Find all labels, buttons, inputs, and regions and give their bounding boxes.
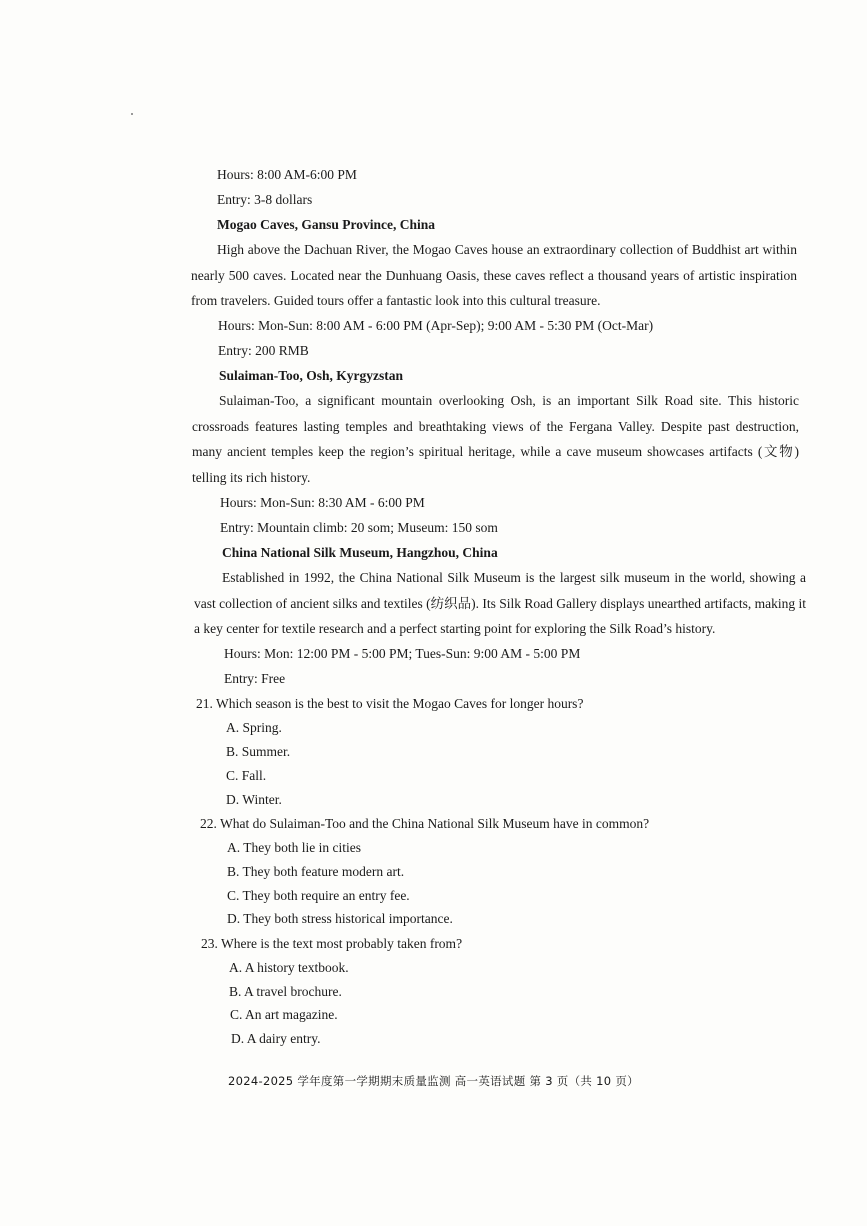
silk-description: Established in 1992, the China National Silk Museum is the largest silk museum in the world, showing a vast collection of ancient silks and textiles (纺织品). Its Silk Road Gallery displays unearthed artifacts, making it a key center for textile research and a perfect starting point for exploring the Silk Road’s history.	[194, 570, 806, 636]
intro-hours: Hours: 8:00 AM-6:00 PM	[217, 167, 357, 182]
question-21-option-c: C. Fall.	[226, 768, 267, 783]
scan-speck	[131, 113, 133, 115]
silk-title: China National Silk Museum, Hangzhou, China	[222, 545, 498, 560]
sulaiman-entry: Entry: Mountain climb: 20 som; Museum: 150 som	[220, 520, 498, 535]
question-21-option-b: B. Summer.	[226, 744, 291, 759]
silk-entry: Entry: Free	[224, 671, 286, 686]
sulaiman-title: Sulaiman-Too, Osh, Kyrgyzstan	[219, 368, 404, 383]
question-23-option-b: B. A travel brochure.	[229, 984, 342, 999]
question-22-option-b: B. They both feature modern art.	[227, 864, 405, 879]
mogao-title: Mogao Caves, Gansu Province, China	[217, 217, 436, 232]
silk-hours: Hours: Mon: 12:00 PM - 5:00 PM; Tues-Sun: 9:00 AM - 5:00 PM	[224, 646, 581, 661]
mogao-hours: Hours: Mon-Sun: 8:00 AM - 6:00 PM (Apr-Sep); 9:00 AM - 5:30 PM (Oct-Mar)	[218, 318, 654, 333]
question-23-stem: 23. Where is the text most probably taken from?	[201, 936, 463, 951]
question-22-option-d: D. They both stress historical importance.	[227, 911, 453, 926]
question-22-stem: 22. What do Sulaiman-Too and the China National Silk Museum have in common?	[200, 816, 650, 831]
question-21-option-a: A. Spring.	[226, 720, 282, 735]
question-23-option-d: D. A dairy entry.	[231, 1031, 321, 1046]
sulaiman-description: Sulaiman-Too, a significant mountain overlooking Osh, is an important Silk Road site. This historic crossroads features lasting temples and breathtaking views of the Fergana Valley. Despite past destruction, many ancient temples keep the region’s spiritual heritage, while a cave museum showcases artifacts (文物) telling its rich history.	[192, 393, 799, 485]
question-21-option-d: D. Winter.	[226, 792, 282, 807]
question-22-option-c: C. They both require an entry fee.	[227, 888, 410, 903]
question-21-stem: 21. Which season is the best to visit the Mogao Caves for longer hours?	[196, 696, 584, 711]
question-22-option-a: A. They both lie in cities	[227, 840, 361, 855]
question-23-option-a: A. A history textbook.	[229, 960, 349, 975]
mogao-entry: Entry: 200 RMB	[218, 343, 309, 358]
question-23-option-c: C. An art magazine.	[230, 1007, 338, 1022]
sulaiman-hours: Hours: Mon-Sun: 8:30 AM - 6:00 PM	[220, 495, 425, 510]
mogao-description: High above the Dachuan River, the Mogao Caves house an extraordinary collection of Buddhist art within nearly 500 caves. Located near the Dunhuang Oasis, these caves reflect a thousand years of artistic inspiration from travelers. Guided tours offer a fantastic look into this cultural treasure.	[191, 242, 797, 308]
intro-entry: Entry: 3-8 dollars	[217, 192, 313, 207]
page-footer: 2024-2025 学年度第一学期期末质量监测 高一英语试题 第 3 页（共 10 页）	[228, 1074, 639, 1088]
